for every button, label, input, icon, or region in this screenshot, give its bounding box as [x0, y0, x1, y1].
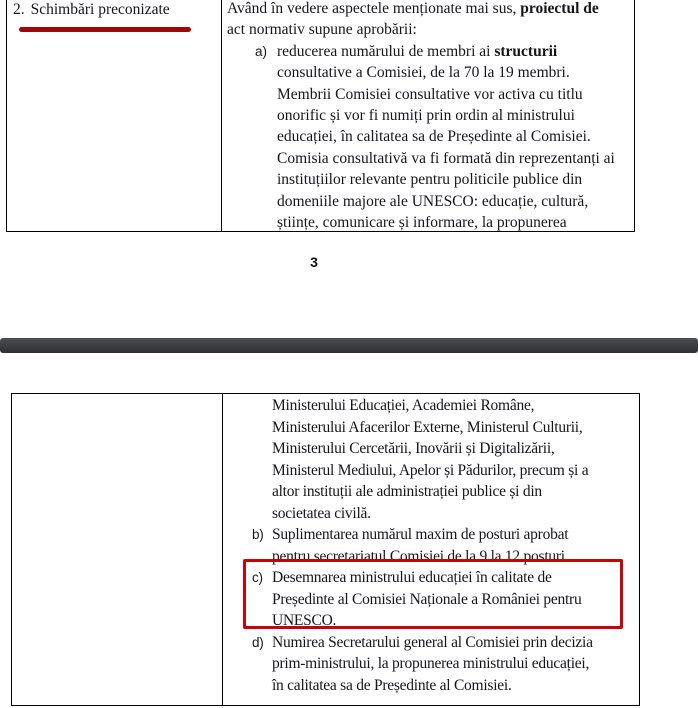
body-text: științe, comunicare și informare, la propunerea — [277, 214, 567, 231]
body-text: Suplimentarea numărul maxim de posturi aprobat — [272, 526, 569, 543]
list-marker: b) — [252, 527, 264, 542]
text-line — [227, 19, 631, 40]
body-text: reducerea numărului de membri ai — [277, 42, 495, 60]
text-line — [228, 460, 636, 482]
text-line — [227, 191, 631, 212]
body-text: domeniile majore ale UNESCO: educație, cultură, — [277, 192, 589, 210]
body-text: Ministerului Cercetării, Inovării și Digitalizării, — [272, 440, 555, 457]
document-table-page-1 — [6, 0, 635, 232]
body-text: Ministerului Afacerilor Externe, Ministerul Culturii, — [272, 418, 583, 436]
body-text: Președinte al Comisiei Naționale a României pentru — [272, 590, 582, 608]
text-line — [227, 62, 631, 83]
content-cell-page-2 — [223, 394, 639, 705]
text-line — [227, 84, 631, 105]
content-cell-page-1 — [222, 0, 634, 231]
body-text: act normativ supune aprobării: — [227, 21, 417, 39]
text-line — [228, 438, 636, 460]
emphasized-text: structurii — [494, 42, 558, 60]
text-line — [227, 169, 631, 190]
page-separator-bar — [0, 338, 698, 353]
text-line — [228, 567, 636, 589]
page-number: 3 — [310, 254, 318, 270]
text-line — [228, 481, 636, 503]
list-marker: c) — [252, 570, 263, 585]
text-line — [228, 546, 636, 568]
text-line — [228, 589, 636, 611]
body-text: Comisia consultativă va fi formată din reprezentanți ai — [277, 149, 615, 167]
section-label-cell — [7, 0, 222, 231]
red-underline-annotation — [19, 27, 191, 32]
body-text: onorific și vor fi numiți prin ordin al ministrului — [277, 107, 575, 125]
document-table-page-2 — [11, 393, 640, 706]
body-text: prim-ministrului, la propunerea ministrului educației, — [272, 655, 590, 672]
body-text: în calitatea sa de Președinte al Comisiei. — [272, 676, 512, 694]
text-line — [227, 0, 631, 19]
text-line — [228, 524, 636, 546]
body-text: Ministerului Educației, Academiei Române, — [272, 397, 535, 414]
body-text: altor instituții ale administrației publice și din — [272, 483, 542, 500]
text-line — [228, 653, 636, 675]
text-line — [227, 105, 631, 126]
body-text: Desemnarea ministrului educației în calitate de — [272, 569, 552, 586]
body-text: instituțiilor relevante pentru politicile publice din — [277, 171, 583, 189]
text-line — [228, 395, 636, 417]
text-line — [228, 675, 636, 697]
text-line — [228, 632, 636, 654]
text-line — [227, 41, 631, 62]
section-label — [13, 0, 221, 20]
body-text: Având în vedere aspectele menționate mai sus, — [227, 0, 521, 17]
emphasized-text: proiectul de — [520, 0, 599, 17]
body-text: Ministerul Mediului, Apelor și Pădurilor, precum și a — [272, 461, 589, 479]
empty-label-cell — [12, 394, 223, 705]
text-line — [227, 212, 631, 231]
list-marker: d) — [252, 634, 264, 650]
body-text: UNESCO. — [272, 612, 337, 629]
text-line — [228, 417, 636, 439]
body-text: societatea civilă. — [272, 504, 371, 522]
body-text: consultative a Comisiei, de la 70 la 19 membri. — [277, 64, 570, 82]
text-line — [228, 503, 636, 525]
body-text: Numirea Secretarului general al Comisiei prin decizia — [272, 633, 593, 651]
list-marker: a) — [255, 43, 268, 59]
section-title: Schimbări preconizate — [30, 1, 170, 18]
body-text: pentru secretariatul Comisiei de la 9 la 12 posturi. — [272, 547, 569, 565]
text-line — [227, 148, 631, 169]
section-number: 2. — [13, 1, 25, 18]
body-text: educației, în calitatea sa de Președinte al Comisiei. — [277, 128, 591, 146]
body-text: Membrii Comisiei consultative vor activa cu titlu — [277, 85, 583, 103]
text-line — [227, 126, 631, 147]
text-line — [228, 610, 636, 632]
